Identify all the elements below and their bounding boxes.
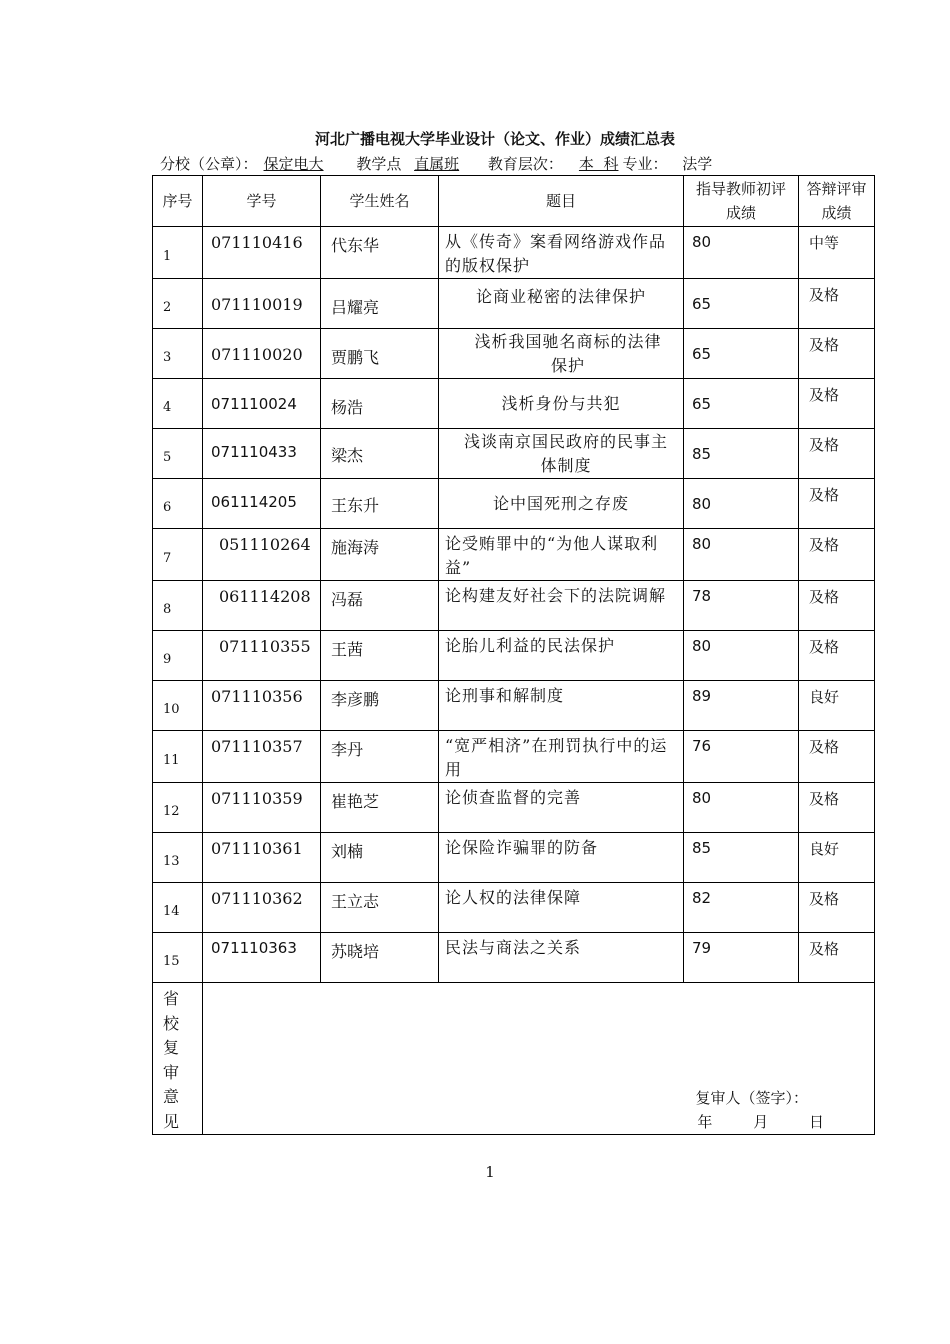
row-no: 4 (153, 379, 203, 429)
thesis-topic: 论人权的法律保障 (439, 883, 684, 933)
header-topic: 题目 (439, 176, 684, 227)
student-id: 071110019 (203, 279, 321, 329)
table-row (153, 479, 875, 529)
header-advisor-score: 指导教师初评成绩 (684, 176, 799, 227)
table-row (153, 933, 875, 983)
thesis-topic: 民法与商法之关系 (439, 933, 684, 983)
student-name: 施海涛 (321, 529, 439, 581)
reviewer-signature-label: 复审人（签字）： (695, 1089, 808, 1107)
student-name: 吕耀亮 (321, 279, 439, 329)
row-no: 12 (153, 783, 203, 833)
review-label (153, 983, 203, 1135)
defense-grade: 中等 (799, 227, 875, 279)
student-id: 071110362 (203, 883, 321, 933)
review-row (153, 983, 875, 1135)
student-name: 李丹 (321, 731, 439, 783)
info-line (160, 153, 712, 174)
defense-grade: 及格 (799, 631, 875, 681)
student-name: 李彦鹏 (321, 681, 439, 731)
advisor-score: 85 (684, 833, 799, 883)
major-label: 专业： (622, 155, 668, 173)
advisor-score: 85 (684, 429, 799, 479)
table-row (153, 329, 875, 379)
row-no: 3 (153, 329, 203, 379)
advisor-score: 82 (684, 883, 799, 933)
student-name: 杨浩 (321, 379, 439, 429)
row-no: 13 (153, 833, 203, 883)
defense-grade: 及格 (799, 279, 875, 329)
defense-grade: 及格 (799, 783, 875, 833)
table-row (153, 681, 875, 731)
advisor-score: 80 (684, 529, 799, 581)
table-row (153, 783, 875, 833)
review-date (697, 1111, 824, 1132)
defense-grade: 及格 (799, 529, 875, 581)
table-row (153, 529, 875, 581)
defense-grade: 及格 (799, 429, 875, 479)
student-name: 刘楠 (321, 833, 439, 883)
advisor-score: 89 (684, 681, 799, 731)
review-body (203, 983, 874, 1131)
thesis-topic: 论中国死刑之存废 (439, 479, 684, 529)
thesis-topic: 论受贿罪中的“为他人谋取利益” (439, 529, 684, 581)
site-label: 教学点 (356, 155, 402, 173)
level-value: 本 科 (578, 155, 619, 173)
student-id: 061114208 (203, 581, 321, 631)
student-id: 071110355 (203, 631, 321, 681)
student-id: 051110264 (203, 529, 321, 581)
thesis-topic: 论侦查监督的完善 (439, 783, 684, 833)
date-day: 日 (808, 1113, 824, 1131)
row-no: 11 (153, 731, 203, 783)
row-no: 2 (153, 279, 203, 329)
header-no: 序号 (153, 176, 203, 227)
student-name: 王立志 (321, 883, 439, 933)
defense-grade: 及格 (799, 379, 875, 429)
row-no: 1 (153, 227, 203, 279)
thesis-topic: 论构建友好社会下的法院调解 (439, 581, 684, 631)
level-label: 教育层次： (487, 155, 563, 173)
thesis-topic: 从《传奇》案看网络游戏作品的版权保护 (439, 227, 684, 279)
thesis-topic: 论胎儿利益的民法保护 (439, 631, 684, 681)
advisor-score: 80 (684, 227, 799, 279)
review-cell (203, 983, 875, 1135)
table-header-row (153, 176, 875, 227)
defense-grade: 及格 (799, 883, 875, 933)
student-name: 王东升 (321, 479, 439, 529)
student-id: 071110416 (203, 227, 321, 279)
page-number: 1 (485, 1163, 495, 1181)
student-name: 冯磊 (321, 581, 439, 631)
header-id: 学号 (203, 176, 321, 227)
advisor-score: 80 (684, 783, 799, 833)
thesis-topic: “宽严相济”在刑罚执行中的运用 (439, 731, 684, 783)
advisor-score: 65 (684, 279, 799, 329)
table-row (153, 883, 875, 933)
defense-grade: 良好 (799, 833, 875, 883)
header-defense-score: 答辩评审成绩 (799, 176, 875, 227)
row-no: 10 (153, 681, 203, 731)
row-no: 14 (153, 883, 203, 933)
advisor-score: 65 (684, 329, 799, 379)
student-id: 071110357 (203, 731, 321, 783)
advisor-score: 76 (684, 731, 799, 783)
student-id: 061114205 (203, 479, 321, 529)
major-value: 法学 (682, 155, 713, 173)
student-id: 071110433 (203, 429, 321, 479)
row-no: 7 (153, 529, 203, 581)
table-row (153, 731, 875, 783)
date-year: 年 (697, 1113, 713, 1131)
advisor-score: 80 (684, 631, 799, 681)
table-row (153, 581, 875, 631)
student-id: 071110356 (203, 681, 321, 731)
student-id: 071110363 (203, 933, 321, 983)
row-no: 9 (153, 631, 203, 681)
thesis-topic: 浅谈南京国民政府的民事主体制度 (439, 429, 684, 479)
thesis-topic: 浅析身份与共犯 (439, 379, 684, 429)
table-row (153, 379, 875, 429)
student-name: 崔艳芝 (321, 783, 439, 833)
grades-table (152, 175, 875, 1135)
defense-grade: 及格 (799, 933, 875, 983)
row-no: 8 (153, 581, 203, 631)
advisor-score: 79 (684, 933, 799, 983)
defense-grade: 良好 (799, 681, 875, 731)
branch-label: 分校（公章）： (160, 155, 258, 173)
site-value: 直属班 (414, 155, 460, 173)
thesis-topic: 论商业秘密的法律保护 (439, 279, 684, 329)
thesis-topic: 论保险诈骗罪的防备 (439, 833, 684, 883)
defense-grade: 及格 (799, 581, 875, 631)
defense-grade: 及格 (799, 731, 875, 783)
student-name: 代东华 (321, 227, 439, 279)
table-row (153, 227, 875, 279)
header-name: 学生姓名 (321, 176, 439, 227)
student-name: 王茜 (321, 631, 439, 681)
row-no: 5 (153, 429, 203, 479)
branch-value: 保定电大 (263, 155, 324, 173)
thesis-topic: 论刑事和解制度 (439, 681, 684, 731)
date-month: 月 (753, 1113, 769, 1131)
document-title: 河北广播电视大学毕业设计（论文、作业）成绩汇总表 (314, 130, 675, 148)
row-no: 15 (153, 933, 203, 983)
advisor-score: 78 (684, 581, 799, 631)
advisor-score: 65 (684, 379, 799, 429)
advisor-score: 80 (684, 479, 799, 529)
review-label-text: 省校复审意见 (163, 989, 180, 1131)
table-row (153, 429, 875, 479)
thesis-topic: 浅析我国驰名商标的法律保护 (439, 329, 684, 379)
student-id: 071110361 (203, 833, 321, 883)
row-no: 6 (153, 479, 203, 529)
defense-grade: 及格 (799, 329, 875, 379)
table-row (153, 631, 875, 681)
defense-grade: 及格 (799, 479, 875, 529)
student-id: 071110024 (203, 379, 321, 429)
student-id: 071110020 (203, 329, 321, 379)
table-row (153, 279, 875, 329)
student-name: 梁杰 (321, 429, 439, 479)
table-row (153, 833, 875, 883)
student-id: 071110359 (203, 783, 321, 833)
student-name: 贾鹏飞 (321, 329, 439, 379)
student-name: 苏晓培 (321, 933, 439, 983)
